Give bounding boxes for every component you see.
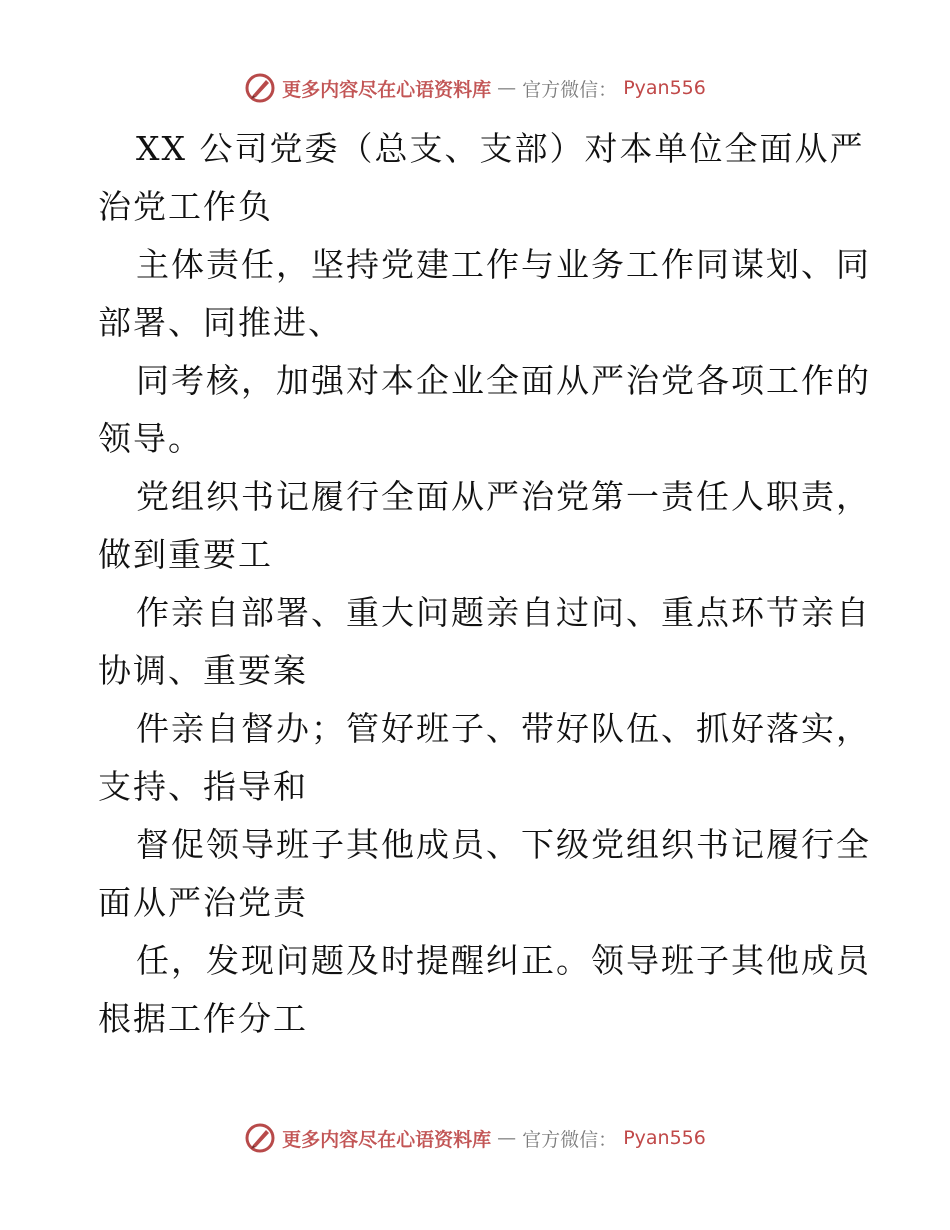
banner-wechat-id: Pyan556 (623, 1127, 706, 1149)
text-line: 同考核，加强对本企业全面从严治党各项工作的 (136, 361, 871, 400)
document-body (98, 120, 871, 1048)
banner-dash: — (497, 1127, 517, 1149)
pen-logo-icon (244, 72, 276, 104)
text-line: 党组织书记履行全面从严治党第一责任人职责， (136, 477, 871, 516)
text-line: 部署、同推进、 (98, 303, 343, 342)
banner-brand-text: 更多内容尽在心语资料库 (282, 1128, 492, 1151)
text-line: 领导。 (98, 419, 203, 458)
text-line: 根据工作分工 (98, 999, 308, 1038)
text-line: 支持、指导和 (98, 767, 308, 806)
text-line: 件亲自督办；管好班子、带好队伍、抓好落实， (136, 709, 871, 748)
banner-wechat-label: 官方微信： (522, 1128, 618, 1151)
pen-logo-icon (244, 1122, 276, 1154)
banner-dash: — (497, 77, 517, 99)
text-line: 作亲自部署、重大问题亲自过问、重点环节亲自 (136, 593, 871, 632)
text-line: 督促领导班子其他成员、下级党组织书记履行全 (136, 825, 871, 864)
text-line: 任，发现问题及时提醒纠正。领导班子其他成员 (136, 941, 871, 980)
text-line: XX 公司党委（总支、支部）对本单位全面从严 (136, 129, 865, 168)
text-line: 治党工作负 (98, 187, 273, 226)
text-line: 协调、重要案 (98, 651, 308, 690)
text-line: 做到重要工 (98, 535, 273, 574)
banner-wechat-id: Pyan556 (623, 77, 706, 99)
text-line: 面从严治党责 (98, 883, 308, 922)
header-watermark-banner (0, 72, 950, 104)
banner-brand-text: 更多内容尽在心语资料库 (282, 78, 492, 101)
text-line: 主体责任，坚持党建工作与业务工作同谋划、同 (136, 245, 871, 284)
banner-wechat-label: 官方微信： (522, 78, 618, 101)
footer-watermark-banner (0, 1122, 950, 1154)
